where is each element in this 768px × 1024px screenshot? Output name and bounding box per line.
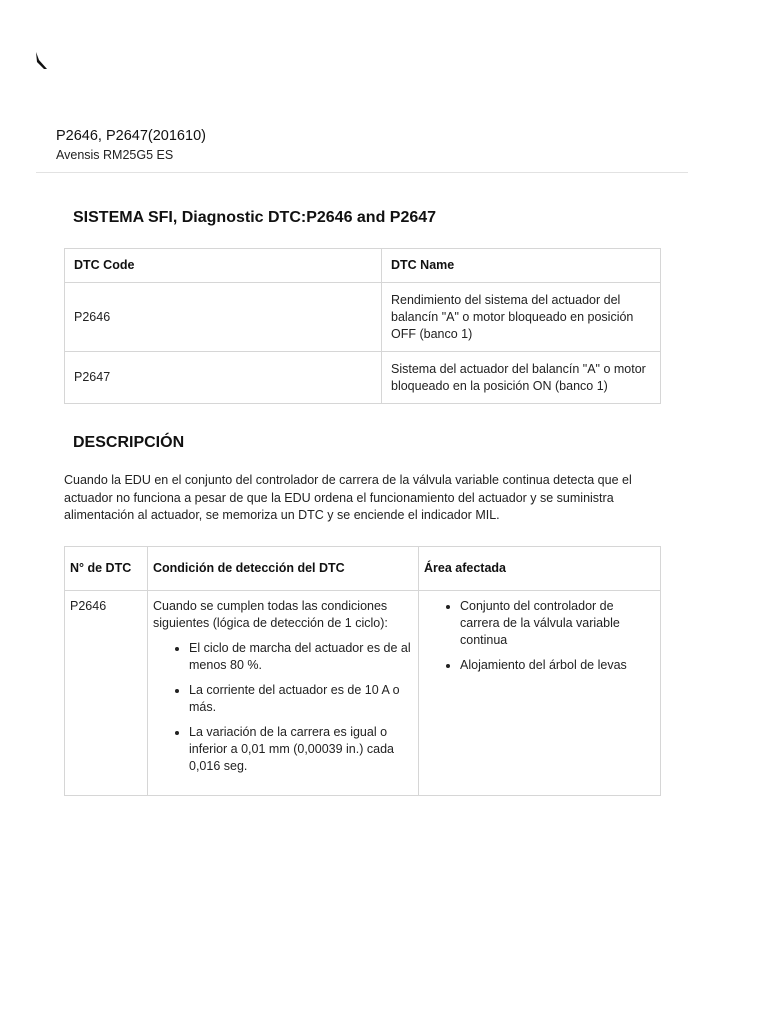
dtc-code-cell: P2646 [65,283,382,352]
description-title: DESCRIPCIÓN [73,434,185,451]
header-divider [36,172,688,173]
column-header-dtc-code: DTC Code [65,249,382,283]
column-header-detection-condition: Condición de detección del DTC [148,547,419,591]
table-row [65,591,661,796]
dtc-name-cell: Sistema del actuador del balancín "A" o motor bloqueado en la posición ON (banco 1) [382,352,661,404]
table-row [65,283,661,352]
description-text: Cuando la EDU en el conjunto del controlador de carrera de la válvula variable continua detecta que el actuador no funciona a pesar de que la EDU ordena el funcionamiento del actuador y se suministra alimentación al actuador, se memoriza un DTC y se enciende el indicador MIL. [64,473,632,522]
dtc-code-cell: P2647 [65,352,382,404]
column-header-dtc-number: N° de DTC [65,547,148,591]
table-row [65,352,661,404]
column-header-affected-area: Área afectada [419,547,661,591]
list-item: • Conjunto del controlador de carrera de la válvula variable continua [460,598,655,649]
column-header-dtc-name: DTC Name [382,249,661,283]
condition-table [64,546,661,796]
table-header-row [65,547,661,591]
dtc-table [64,248,661,404]
dtc-number-cell: P2646 [65,591,148,796]
page-title: SISTEMA SFI, Diagnostic DTC:P2646 and P2647 [73,209,437,226]
list-item: • La variación de la carrera es igual o inferior a 0,01 mm (0,00039 in.) cada 0,016 seg. [189,724,413,775]
list-item: • El ciclo de marcha del actuador es de al menos 80 %. [189,640,413,674]
document-code: P2646, P2647(201610) [56,128,206,144]
affected-area-cell [419,591,661,796]
logo-icon [34,50,50,70]
list-item: • La corriente del actuador es de 10 A o más. [189,682,413,716]
table-header-row [65,249,661,283]
list-item: • Alojamiento del árbol de levas [460,657,655,674]
condition-intro: Cuando se cumplen todas las condiciones siguientes (lógica de detección de 1 ciclo): [153,599,388,630]
document-header [56,127,206,164]
condition-list [153,640,413,775]
dtc-name-cell: Rendimiento del sistema del actuador del balancín "A" o motor bloqueado en posición OFF (banco 1) [382,283,661,352]
area-list [424,598,655,674]
document-model: Avensis RM25G5 ES [56,148,174,162]
detection-condition-cell [148,591,419,796]
